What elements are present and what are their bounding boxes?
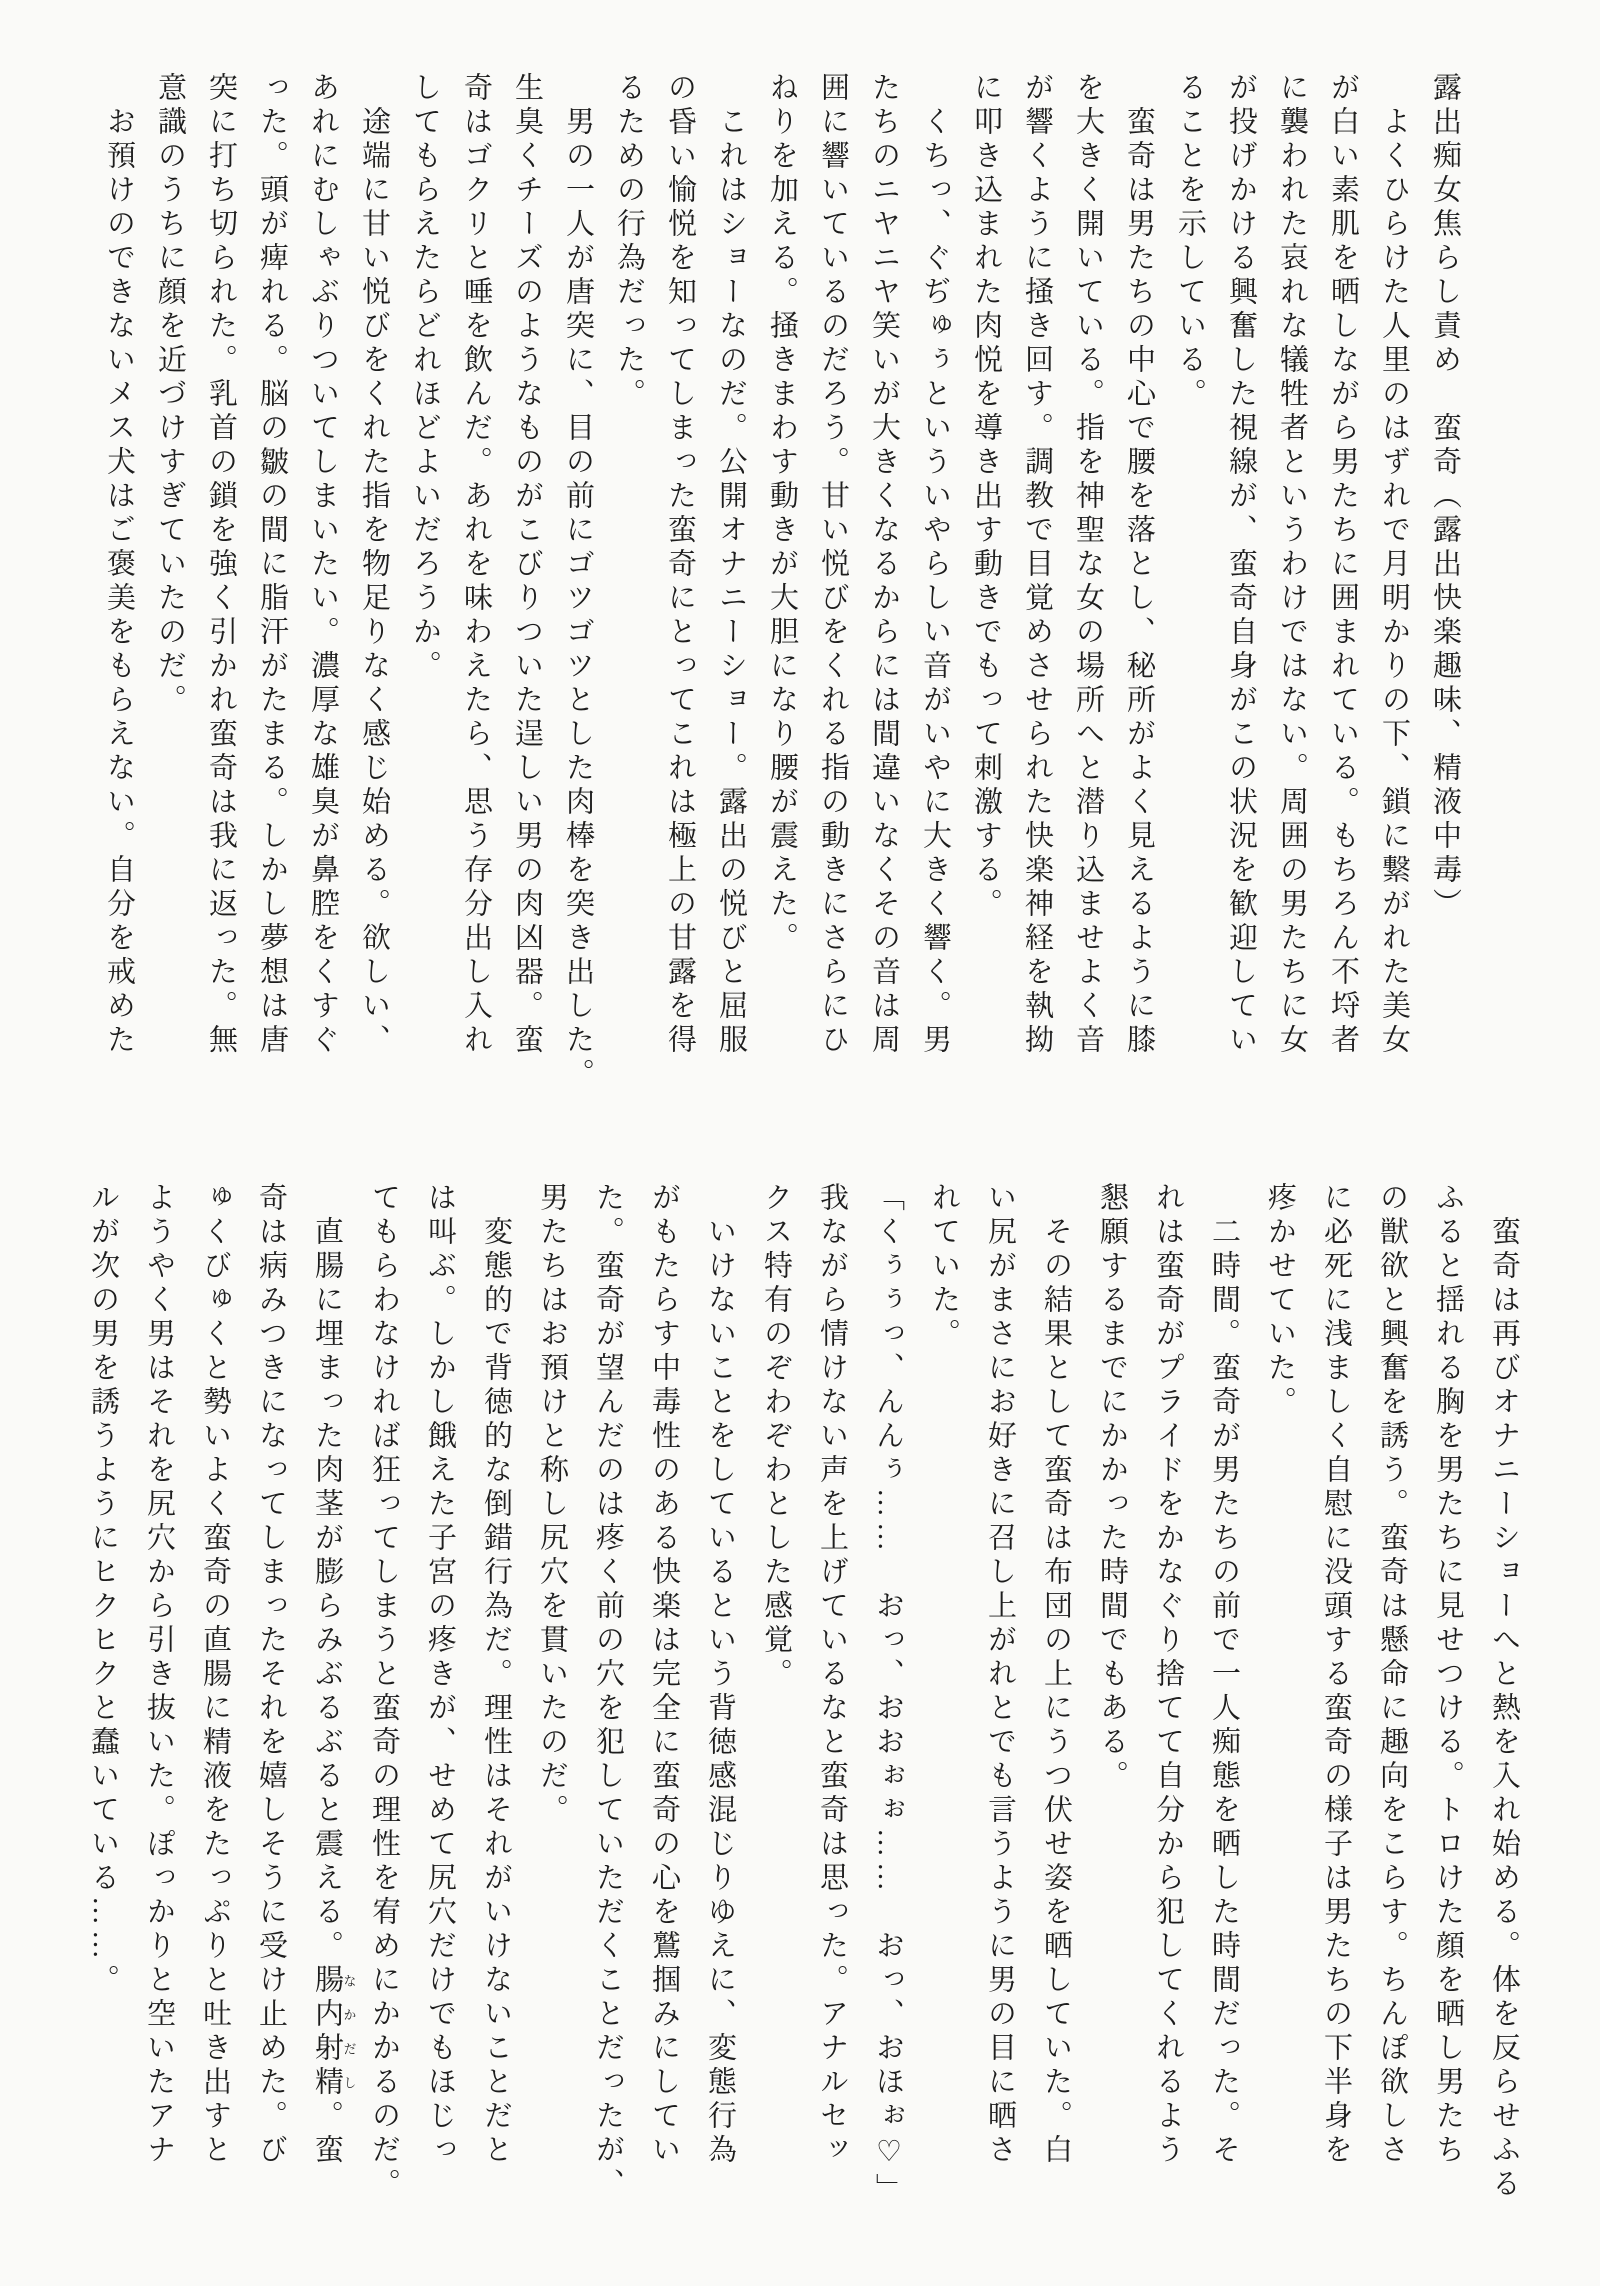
- text-line: 「くぅぅっ、んんぅ…… おっ、おおぉぉ…… おっ、おほぉ♡」: [872, 1182, 904, 2207]
- text-line: がもたらす中毒性のある快楽は完全に蛮奇の心を鷲掴みにしてい: [648, 1182, 680, 2168]
- text-line: に叩き込まれた肉悦を導き出す動きでもって刺激する。: [970, 72, 1002, 922]
- text-line: 二時間。蛮奇が男たちの前で一人痴態を晒した時間だった。そ: [1208, 1182, 1240, 2168]
- text-line: 奇はゴクリと唾を飲んだ。あれを味わえたら、思う存分出し入れ: [460, 72, 492, 1058]
- text-line: その結果として蛮奇は布団の上にうつ伏せ姿を晒していた。白: [1040, 1182, 1072, 2168]
- text-line: に必死に浅ましく自慰に没頭する蛮奇の様子は男たちの下半身を: [1320, 1182, 1352, 2168]
- text-line: ようやく男はそれを尻穴から引き抜いた。ぽっかりと空いたアナ: [143, 1182, 175, 2168]
- text-line: 蛮奇は男たちの中心で腰を落とし、秘所がよく見えるように膝: [1123, 72, 1155, 1058]
- text-line: くちっ、ぐぢゅぅといういやらしい音がいやに大きく響く。男: [919, 72, 951, 1058]
- text-line: 懇願するまでにかかった時間でもある。: [1096, 1182, 1128, 1794]
- text-line: 我ながら情けない声を上げているなと蛮奇は思った。アナルセッ: [816, 1182, 848, 2168]
- text-line: が響くように掻き回す。調教で目覚めさせられた快楽神経を執拗: [1021, 72, 1053, 1058]
- text-line: あれにむしゃぶりついてしまいたい。濃厚な雄臭が鼻腔をくすぐ: [307, 72, 339, 1058]
- text-line: るための行為だった。: [613, 72, 645, 412]
- text-line: これはショーなのだ。公開オナニーショー。露出の悦びと屈服: [715, 72, 747, 1058]
- text-line: ることを示している。: [1174, 72, 1206, 412]
- text-line: 疼かせていた。: [1264, 1182, 1296, 1420]
- furigana-ruby: 腸内射精なかだし: [311, 1964, 357, 2100]
- text-line: 蛮奇は再びオナニーショーへと熱を入れ始める。体を反らせふる: [1488, 1182, 1520, 2202]
- text-line: 男の一人が唐突に、目の前にゴツゴツとした肉棒を突き出した。: [562, 72, 594, 1092]
- text-line: の昏い愉悦を知ってしまった蛮奇にとってこれは極上の甘露を得: [664, 72, 696, 1058]
- text-line: が白い素肌を晒しながら男たちに囲まれている。もちろん不埒者: [1327, 72, 1359, 1058]
- text-line: れは蛮奇がプライドをかなぐり捨てて自分から犯してくれるよう: [1152, 1182, 1184, 2168]
- text-line: ねりを加える。掻きまわす動きが大胆になり腰が震えた。: [766, 72, 798, 956]
- text-line: 男たちはお預けと称し尻穴を貫いたのだ。: [536, 1182, 568, 1828]
- text-line: 途端に甘い悦びをくれた指を物足りなく感じ始める。欲しい、: [358, 72, 390, 1058]
- text-line: よくひらけた人里のはずれで月明かりの下、鎖に繋がれた美女: [1378, 72, 1410, 1058]
- text-line: お預けのできないメス犬はご褒美をもらえない。自分を戒めた: [103, 72, 135, 1058]
- text-line: たちのニヤニヤ笑いが大きくなるからには間違いなくその音は周: [868, 72, 900, 1058]
- text-line: を大きく開いている。指を神聖な女の場所へと潜り込ませよく音: [1072, 72, 1104, 1058]
- text-line: 突に打ち切られた。乳首の鎖を強く引かれ蛮奇は我に返った。無: [205, 72, 237, 1058]
- text-line: ルが次の男を誘うようにヒクヒクと蠢いている……。: [87, 1182, 119, 1998]
- text-line: に襲われた哀れな犠牲者というわけではない。周囲の男たちに女: [1276, 72, 1308, 1058]
- text-line: してもらえたらどれほどよいだろうか。: [409, 72, 441, 684]
- text-line: は叫ぶ。しかし餓えた子宮の疼きが、せめて尻穴だけでもほじっ: [424, 1182, 456, 2168]
- text-block-bottom: [75, 1182, 1532, 2226]
- text-line: てもらわなければ狂ってしまうと蛮奇の理性を宥めにかかるのだ。: [368, 1182, 400, 2202]
- text-line: 意識のうちに顔を近づけすぎていたのだ。: [154, 72, 186, 718]
- text-line: 奇は病みつきになってしまったそれを嬉しそうに受け止めた。び: [255, 1182, 287, 2168]
- text-line: 生臭くチーズのようなものがこびりついた逞しい男の肉凶器。蛮: [511, 72, 543, 1058]
- text-line: い尻がまさにお好きに召し上がれとでも言うように男の目に晒さ: [984, 1182, 1016, 2168]
- text-line: た。蛮奇が望んだのは疼く前の穴を犯していただくことだったが、: [592, 1182, 624, 2202]
- text-line: った。頭が痺れる。脳の皺の間に脂汗がたまる。しかし夢想は唐: [256, 72, 288, 1058]
- text-line: の獣欲と興奮を誘う。蛮奇は懸命に趣向をこらす。ちんぽ欲しさ: [1376, 1182, 1408, 2168]
- text-line: 直腸に埋まった肉茎が膨らみぶるぶると震える。腸内射精なかだし。蛮: [311, 1182, 357, 2168]
- text-line: 囲に響いているのだろう。甘い悦びをくれる指の動きにさらにひ: [817, 72, 849, 1058]
- text-block-top: [93, 72, 1470, 1116]
- text-line: いけないことをしているという背徳感混じりゆえに、変態行為: [704, 1182, 736, 2168]
- text-line: 変態的で背徳的な倒錯行為だ。理性はそれがいけないことだと: [480, 1182, 512, 2168]
- text-line: れていた。: [928, 1182, 960, 1352]
- text-line: クス特有のぞわぞわとした感覚。: [760, 1182, 792, 1692]
- text-line: ゅくびゅくと勢いよく蛮奇の直腸に精液をたっぷりと吐き出すと: [199, 1182, 231, 2168]
- document-title-line: 露出痴女焦らし責め 蛮奇（露出快楽趣味、精液中毒）: [1429, 72, 1461, 922]
- text-line: が投げかける興奮した視線が、蛮奇自身がこの状況を歓迎してい: [1225, 72, 1257, 1058]
- text-line: ふると揺れる胸を男たちに見せつける。トロけた顔を晒し男たち: [1432, 1182, 1464, 2168]
